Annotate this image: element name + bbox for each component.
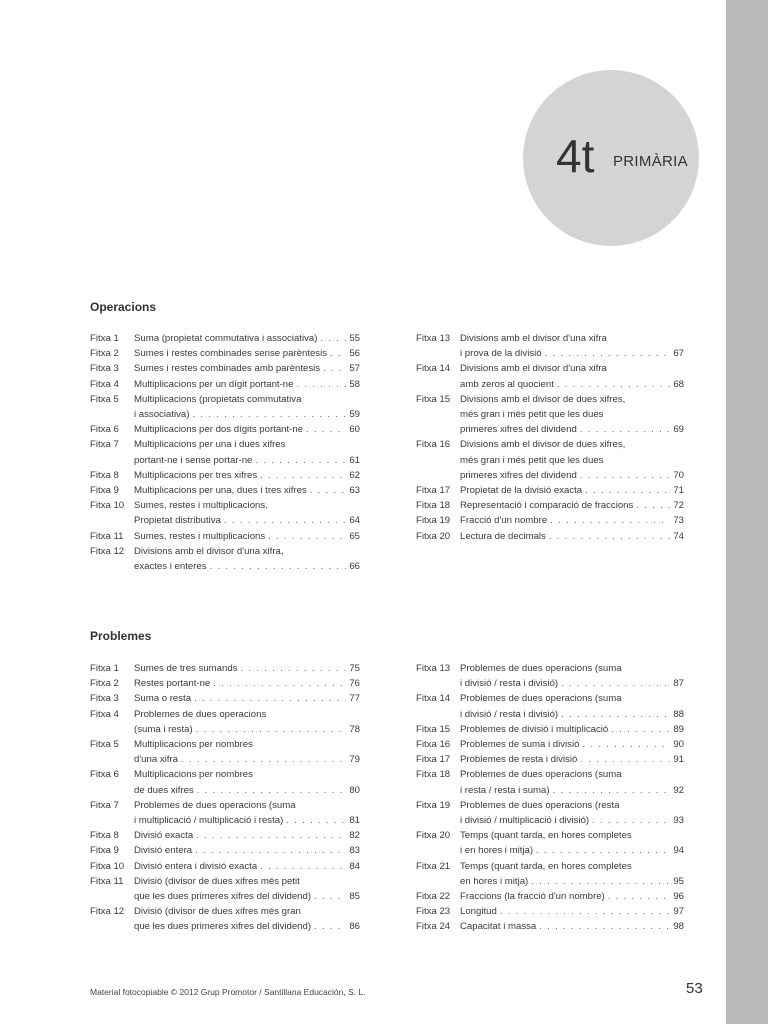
toc-entry xyxy=(90,468,360,483)
toc-entry-title: Multiplicacions per nombres xyxy=(134,739,253,751)
toc-entry xyxy=(90,874,360,904)
toc-entry-title: Suma (propietat commutativa i associativa) xyxy=(134,333,318,344)
toc-entry xyxy=(416,889,684,904)
toc-entry-fitxa: Fitxa 18 xyxy=(416,500,451,512)
toc-entry-title: Problemes de dues operacions (suma xyxy=(460,769,622,781)
operacions-left-column xyxy=(90,331,360,574)
toc-entry-title: (suma i resta) xyxy=(134,723,193,735)
toc-entry-page: 75 xyxy=(349,663,360,674)
side-bar xyxy=(726,0,768,1024)
toc-entry-page: 98 xyxy=(673,921,684,933)
page-number: 53 xyxy=(686,980,703,997)
toc-entry-fitxa: Fitxa 6 xyxy=(90,424,119,436)
toc-entry-fitxa: Fitxa 8 xyxy=(90,469,119,481)
toc-entry-fitxa: Fitxa 6 xyxy=(90,769,119,781)
toc-entry-page: 90 xyxy=(673,739,684,751)
dot-leader xyxy=(310,483,347,498)
toc-entry-page: 96 xyxy=(673,891,684,903)
toc-entry-title: i prova de la divisió xyxy=(460,348,542,360)
toc-entry-fitxa: Fitxa 1 xyxy=(90,333,119,344)
toc-entry xyxy=(416,529,684,544)
toc-entry-fitxa: Fitxa 3 xyxy=(90,363,119,375)
toc-entry-title: Problemes de suma i divisió xyxy=(460,739,580,751)
toc-entry-page: 66 xyxy=(349,561,360,573)
toc-entry-page: 89 xyxy=(673,723,684,735)
toc-entry xyxy=(416,392,684,438)
toc-entry-page: 81 xyxy=(349,815,360,827)
toc-entry-title: més gran i més petit que les dues xyxy=(460,409,604,421)
toc-entry-page: 80 xyxy=(349,784,360,796)
toc-entry-page: 56 xyxy=(349,348,360,360)
dot-leader xyxy=(286,813,346,828)
toc-entry-page: 64 xyxy=(349,515,360,527)
toc-entry-title: Problemes de dues operacions (suma xyxy=(460,663,622,674)
toc-entry-title: i en hores i mitja) xyxy=(460,845,534,857)
toc-entry-title: Propietat de la divisió exacta xyxy=(460,485,583,497)
toc-entry-title: Suma o resta xyxy=(134,693,192,705)
toc-entry-title: Problemes de dues operacions (suma xyxy=(134,799,296,811)
toc-entry-title: Multiplicacions per una i dues xifres xyxy=(134,439,286,451)
toc-entry-title: i divisió / resta i divisió) xyxy=(460,678,559,690)
toc-entry-title: Propietat distributiva xyxy=(134,515,221,527)
toc-entry-fitxa: Fitxa 2 xyxy=(90,678,119,690)
toc-entry-title: Multiplicacions per dos dígits portant-ne xyxy=(134,424,304,436)
toc-entry-fitxa: Fitxa 14 xyxy=(416,363,451,375)
toc-entry-title: Temps (quant tarda, en hores completes xyxy=(460,860,632,872)
dot-leader xyxy=(210,559,347,574)
toc-entry-title: Multiplicacions per un dígit portant-ne xyxy=(134,378,294,390)
toc-entry-title: Divisions amb el divisor de dues xifres, xyxy=(460,439,626,451)
toc-entry-title: Problemes de dues operacions xyxy=(134,708,267,720)
toc-entry-title: i associativa) xyxy=(134,409,190,421)
toc-entry-fitxa: Fitxa 16 xyxy=(416,439,451,451)
problemes-right-column xyxy=(416,661,684,935)
toc-entry-page: 72 xyxy=(673,500,684,512)
dot-leader xyxy=(549,529,670,544)
toc-entry-page: 92 xyxy=(673,784,684,796)
toc-entry-page: 86 xyxy=(349,921,360,933)
dot-leader xyxy=(592,813,670,828)
toc-entry xyxy=(90,691,360,706)
toc-entry-title: Longitud xyxy=(460,906,497,918)
toc-entry-fitxa: Fitxa 8 xyxy=(90,830,119,842)
toc-entry-title: i divisió / multiplicació i divisió) xyxy=(460,815,590,827)
toc-entry xyxy=(416,919,684,934)
toc-entry-page: 94 xyxy=(673,845,684,857)
toc-entry-title: Divisió (divisor de dues xifres més gran xyxy=(134,906,301,918)
toc-entry-page: 68 xyxy=(673,378,684,390)
toc-entry-title: Multiplicacions per una, dues i tres xifres xyxy=(134,485,307,497)
dot-leader xyxy=(195,843,346,858)
toc-entry-title: més gran i més petit que les dues xyxy=(460,454,604,466)
toc-entry xyxy=(90,437,360,467)
toc-entry xyxy=(416,752,684,767)
toc-entry-page: 67 xyxy=(673,348,684,360)
toc-entry-page: 55 xyxy=(349,333,360,344)
toc-entry-title: Divisions amb el divisor d'una xifra, xyxy=(134,545,284,557)
grade-number: 4t xyxy=(556,130,595,182)
toc-entry-page: 74 xyxy=(673,530,684,542)
dot-leader xyxy=(557,377,670,392)
dot-leader xyxy=(260,859,346,874)
toc-entry-title: Problemes de divisió i multiplicació xyxy=(460,723,609,735)
toc-entry-page: 70 xyxy=(673,469,684,481)
dot-leader xyxy=(531,874,670,889)
toc-entry-title: Divisions amb el divisor d'una xifra xyxy=(460,333,607,344)
toc-entry-fitxa: Fitxa 22 xyxy=(416,891,451,903)
toc-entry-fitxa: Fitxa 23 xyxy=(416,906,451,918)
toc-entry xyxy=(416,498,684,513)
toc-entry-page: 93 xyxy=(673,815,684,827)
problemes-left-column xyxy=(90,661,360,935)
dot-leader xyxy=(561,707,670,722)
toc-entry-fitxa: Fitxa 5 xyxy=(90,393,119,405)
toc-entry-page: 91 xyxy=(673,754,684,766)
dot-leader xyxy=(561,676,670,691)
toc-entry-fitxa: Fitxa 17 xyxy=(416,754,451,766)
toc-entry-title: Sumes de tres sumands xyxy=(134,663,238,674)
toc-entry-page: 83 xyxy=(349,845,360,857)
toc-entry-title: primeres xifres del dividend xyxy=(460,424,577,436)
toc-entry-title: Lectura de decimals xyxy=(460,530,546,542)
toc-entry-page: 95 xyxy=(673,875,684,887)
toc-entry xyxy=(90,544,360,574)
toc-entry-fitxa: Fitxa 21 xyxy=(416,860,451,872)
toc-entry-fitxa: Fitxa 16 xyxy=(416,739,451,751)
toc-entry-title: Fracció d'un nombre xyxy=(460,515,548,527)
toc-entry-title: Multiplicacions per nombres xyxy=(134,769,253,781)
dot-leader xyxy=(224,513,346,528)
toc-entry xyxy=(416,798,684,828)
toc-entry-page: 85 xyxy=(349,891,360,903)
toc-entry-title: Problemes de dues operacions (suma xyxy=(460,693,622,705)
toc-entry-fitxa: Fitxa 15 xyxy=(416,393,451,405)
section-title-problemes: Problemes xyxy=(90,629,152,643)
operacions-right-column xyxy=(416,331,684,544)
toc-entry-fitxa: Fitxa 3 xyxy=(90,693,119,705)
dot-leader xyxy=(296,377,346,392)
toc-entry-title: Multiplicacions (propietats commutativa xyxy=(134,393,302,405)
toc-entry-fitxa: Fitxa 20 xyxy=(416,830,451,842)
toc-entry-page: 76 xyxy=(349,678,360,690)
toc-entry-title: Fraccions (la fracció d'un nombre) xyxy=(460,891,605,903)
toc-entry-title: Problemes de dues operacions (resta xyxy=(460,799,620,811)
toc-entry xyxy=(416,828,684,858)
dot-leader xyxy=(611,722,670,737)
toc-entry xyxy=(90,828,360,843)
toc-entry xyxy=(416,722,684,737)
toc-entry-page: 82 xyxy=(349,830,360,842)
toc-entry-fitxa: Fitxa 12 xyxy=(90,906,125,918)
dot-leader xyxy=(255,453,346,468)
toc-entry xyxy=(416,767,684,797)
dot-leader xyxy=(306,422,346,437)
toc-entry-title: portant-ne i sense portar-ne xyxy=(134,454,253,466)
toc-entry-title: i resta / resta i suma) xyxy=(460,784,550,796)
toc-entry-title: Problemes de resta i divisió xyxy=(460,754,578,766)
toc-entry-page: 61 xyxy=(349,454,360,466)
toc-entry-page: 63 xyxy=(349,485,360,497)
toc-entry-title: Divisió entera i divisió exacta xyxy=(134,860,258,872)
toc-entry-fitxa: Fitxa 4 xyxy=(90,708,119,720)
toc-entry xyxy=(90,346,360,361)
toc-entry xyxy=(90,798,360,828)
toc-entry-title: primeres xifres del dividend xyxy=(460,469,577,481)
toc-entry-fitxa: Fitxa 4 xyxy=(90,378,119,390)
toc-entry-title: amb zeros al quocient xyxy=(460,378,554,390)
toc-entry xyxy=(90,422,360,437)
toc-entry-fitxa: Fitxa 19 xyxy=(416,799,451,811)
dot-leader xyxy=(192,407,346,422)
toc-entry xyxy=(416,361,684,391)
toc-entry-page: 77 xyxy=(349,693,360,705)
toc-entry-title: Sumes i restes combinades sense parèntesis xyxy=(134,348,328,360)
toc-entry-page: 84 xyxy=(349,860,360,872)
dot-leader xyxy=(196,722,347,737)
dot-leader xyxy=(260,468,346,483)
toc-entry xyxy=(416,331,684,361)
toc-entry xyxy=(90,661,360,676)
dot-leader xyxy=(553,783,671,798)
toc-entry-title: Restes portant-ne xyxy=(134,678,211,690)
toc-entry-fitxa: Fitxa 20 xyxy=(416,530,451,542)
dot-leader xyxy=(196,828,346,843)
toc-entry xyxy=(90,676,360,691)
toc-entry xyxy=(90,737,360,767)
toc-entry-page: 87 xyxy=(673,678,684,690)
toc-entry-page: 88 xyxy=(673,708,684,720)
toc-entry-fitxa: Fitxa 17 xyxy=(416,485,451,497)
toc-entry-title: d'una xifra xyxy=(134,754,178,766)
dot-leader xyxy=(636,498,670,513)
toc-entry xyxy=(90,859,360,874)
toc-entry-title: Divisió (divisor de dues xifres més petit xyxy=(134,875,300,887)
toc-entry-fitxa: Fitxa 9 xyxy=(90,845,119,857)
toc-entry-page: 71 xyxy=(673,485,684,497)
toc-entry xyxy=(416,483,684,498)
dot-leader xyxy=(240,661,346,676)
toc-entry-fitxa: Fitxa 15 xyxy=(416,723,451,735)
toc-entry-fitxa: Fitxa 7 xyxy=(90,439,119,451)
toc-entry-fitxa: Fitxa 7 xyxy=(90,799,119,811)
toc-entry-title: Multiplicacions per tres xifres xyxy=(134,469,258,481)
toc-entry-fitxa: Fitxa 24 xyxy=(416,921,451,933)
dot-leader xyxy=(585,483,670,498)
toc-entry xyxy=(416,437,684,483)
dot-leader xyxy=(181,752,346,767)
toc-entry-page: 69 xyxy=(673,424,684,436)
dot-leader xyxy=(213,676,346,691)
toc-entry-fitxa: Fitxa 10 xyxy=(90,860,125,872)
toc-entry-title: Sumes, restes i multiplicacions xyxy=(134,530,266,542)
toc-entry-fitxa: Fitxa 9 xyxy=(90,485,119,497)
toc-entry-title: Capacitat i massa xyxy=(460,921,537,933)
toc-entry-fitxa: Fitxa 19 xyxy=(416,515,451,527)
toc-entry-title: Sumes i restes combinades amb parèntesis xyxy=(134,363,321,375)
toc-entry-title: Divisions amb el divisor d'una xifra xyxy=(460,363,607,375)
dot-leader xyxy=(268,529,346,544)
dot-leader xyxy=(314,919,346,934)
toc-entry-fitxa: Fitxa 12 xyxy=(90,545,125,557)
dot-leader xyxy=(323,361,346,376)
dot-leader xyxy=(550,513,670,528)
dot-leader xyxy=(545,346,671,361)
toc-entry-title: que les dues primeres xifres del dividend) xyxy=(134,921,312,933)
toc-entry xyxy=(416,661,684,691)
toc-entry-page: 62 xyxy=(349,469,360,481)
section-title-operacions: Operacions xyxy=(90,300,157,314)
toc-entry-title: Representació i comparació de fraccions xyxy=(460,500,634,512)
toc-entry-page: 60 xyxy=(349,424,360,436)
toc-entry-title: Divisió entera xyxy=(134,845,193,857)
toc-entry-page: 57 xyxy=(349,363,360,375)
dot-leader xyxy=(608,889,671,904)
toc-entry-title: i divisió / resta i divisió) xyxy=(460,708,559,720)
toc-entry-page: 58 xyxy=(349,378,360,390)
toc-entry-title: Divisions amb el divisor de dues xifres, xyxy=(460,393,626,405)
toc-entry-page: 78 xyxy=(349,723,360,735)
toc-entry-fitxa: Fitxa 11 xyxy=(90,530,124,542)
toc-entry-title: exactes i enteres xyxy=(134,561,207,573)
footer-copyright: Material fotocopiable © 2012 Grup Promotor / Santillana Educación, S. L. xyxy=(90,987,366,997)
toc-entry-title: i multiplicació / multiplicació i resta) xyxy=(134,815,284,827)
toc-entry xyxy=(90,331,360,346)
toc-entry xyxy=(416,737,684,752)
toc-entry-page: 73 xyxy=(673,515,684,527)
toc-entry xyxy=(90,904,360,934)
dot-leader xyxy=(580,422,671,437)
toc-entry xyxy=(90,767,360,797)
dot-leader xyxy=(539,919,670,934)
toc-entry xyxy=(90,498,360,528)
dot-leader xyxy=(580,468,671,483)
toc-entry-fitxa: Fitxa 1 xyxy=(90,663,119,674)
toc-entry xyxy=(90,529,360,544)
toc-entry-title: de dues xifres xyxy=(134,784,194,796)
toc-entry-fitxa: Fitxa 14 xyxy=(416,693,451,705)
toc-entry-title: que les dues primeres xifres del dividend) xyxy=(134,891,312,903)
toc-entry-fitxa: Fitxa 18 xyxy=(416,769,451,781)
toc-entry xyxy=(90,392,360,422)
dot-leader xyxy=(197,783,347,798)
dot-leader xyxy=(580,752,670,767)
toc-entry xyxy=(90,483,360,498)
toc-entry-title: en hores i mitja) xyxy=(460,875,529,887)
grade-label: PRIMÀRIA xyxy=(613,153,688,170)
toc-entry-title: Sumes, restes i multiplicacions. xyxy=(134,500,268,512)
dot-leader xyxy=(330,346,346,361)
toc-entry-fitxa: Fitxa 5 xyxy=(90,739,119,751)
toc-entry-fitxa: Fitxa 13 xyxy=(416,663,451,674)
dot-leader xyxy=(194,691,346,706)
toc-entry-page: 59 xyxy=(349,409,360,421)
toc-entry-fitxa: Fitxa 13 xyxy=(416,333,451,344)
toc-entry-page: 65 xyxy=(349,530,360,542)
toc-entry xyxy=(90,361,360,376)
toc-entry xyxy=(416,859,684,889)
toc-entry-page: 97 xyxy=(673,906,684,918)
dot-leader xyxy=(536,843,670,858)
dot-leader xyxy=(320,331,346,346)
toc-entry-title: Temps (quant tarda, en hores completes xyxy=(460,830,632,842)
toc-entry-page: 79 xyxy=(349,754,360,766)
toc-entry xyxy=(90,843,360,858)
toc-entry-fitxa: Fitxa 10 xyxy=(90,500,125,512)
dot-leader xyxy=(500,904,671,919)
toc-entry xyxy=(90,377,360,392)
toc-entry-fitxa: Fitxa 2 xyxy=(90,348,119,360)
dot-leader xyxy=(314,889,346,904)
toc-entry-title: Divisió exacta xyxy=(134,830,194,842)
toc-entry xyxy=(416,904,684,919)
toc-entry xyxy=(90,707,360,737)
toc-entry xyxy=(416,513,684,528)
toc-entry-fitxa: Fitxa 11 xyxy=(90,875,124,887)
toc-entry xyxy=(416,691,684,721)
dot-leader xyxy=(582,737,670,752)
